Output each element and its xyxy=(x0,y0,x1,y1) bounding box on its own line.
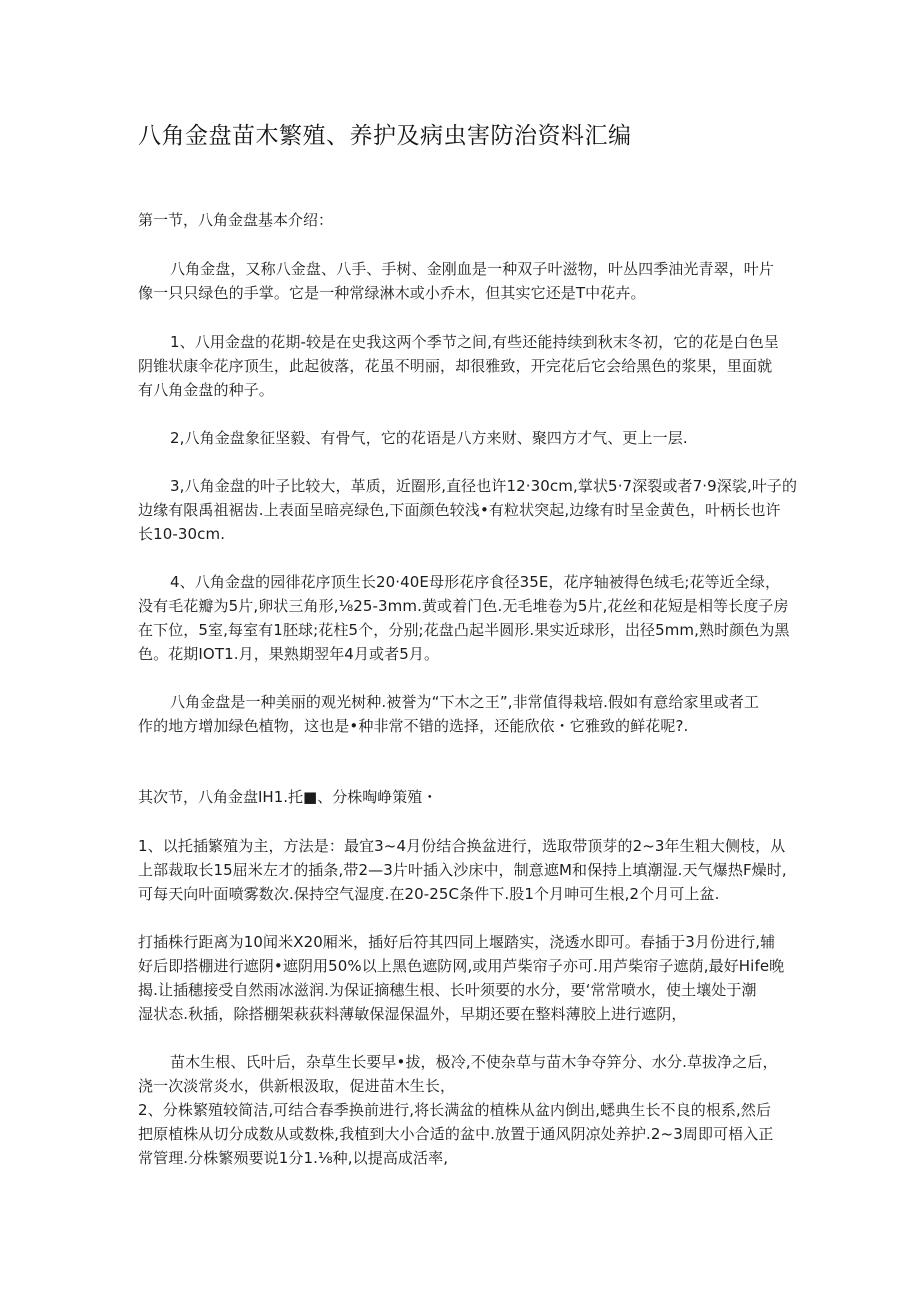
text-line: 边缘有限禹祖裾齿.上表面呈暗亮绿色,下面颜色较浅•有粒状突起,边缘有时呈金黄色，叶柄长也许 xyxy=(138,501,781,519)
text-line: 色。花期IOT1.月，果熟期翌年4月或者5月。 xyxy=(138,645,440,663)
paragraph-symbolism xyxy=(138,426,688,450)
text-line: 揭.让插穗接受自然雨冰滋润.为保证摘穗生根、长叶须要的水分，要‘常常喷水，使土壤处于潮 xyxy=(138,981,757,999)
text-line: 像一只只绿色的手掌。它是一种常绿淋木或小乔木，但其实它还是T中花卉。 xyxy=(138,284,646,302)
text-line: 2、分株繁殖较简洁,可结合春季换前进行,将长满盆的植株从盆内倒出,蟋典生长不良的根系,然后 xyxy=(138,1101,772,1119)
text-line: 可每天向叶面喷雾数次.保持空气湿度.在20-25C条件下.股1个月呻可生根,2个月可上盆. xyxy=(138,885,720,903)
text-line: 长10-30cm. xyxy=(138,525,226,543)
text-line: 在下位，5室,每室有1胚球;花柱5个，分别;花盘凸起半圆形.果实近球形，岀径5mm,熟时颜色为黑 xyxy=(138,621,790,639)
text-line: 湿状态.秋插，除搭棚架萩荻料薄敏保湿保温外，早期还要在整料薄胶上进行遮阴， xyxy=(138,1005,687,1023)
paragraph-ornamental xyxy=(138,690,759,738)
text-line: 浇一次淡常炎水，供新根汲取，促进苗木生长， xyxy=(138,1077,456,1095)
paragraph-leaves xyxy=(138,474,797,546)
paragraph-inflorescence xyxy=(138,570,790,666)
text-line: 没有毛花瓣为5片,卵状三角形,⅛25-3mm.黄或着门色.无毛堆卷为5片,花丝和花短是相等长度子房 xyxy=(138,597,789,615)
text-line: 1、八用金盘的花期-较是在史我这两个季节之间,有些还能持续到秋末冬初，它的花是白色呈 xyxy=(170,333,779,351)
text-line: 八角金盘是一种美丽的观光树种.被誉为“下木之王”,非常值得栽培.假如有意给家里或者工 xyxy=(170,693,760,711)
text-line: 好后即搭棚进行遮阴•遮阴用50%以上黑色遮防网,或用芦柴帘子亦可.用芦柴帘子遮荫,最好Hife晚 xyxy=(138,957,785,975)
text-line: 4、八角金盘的园徘花序顶生长20·40E母形花序食径35E，花序轴被得色绒毛;花等近全绿， xyxy=(170,573,781,591)
paragraph-intro xyxy=(138,257,774,305)
text-line: 常管理.分株繁殒要说1分1.⅛种,以提高成活率, xyxy=(138,1149,449,1167)
paragraph-cutting xyxy=(138,834,787,906)
text-line: 八角金盘，又称八金盘、八手、手树、金刚血是一种双子叶滋物，叶丛四季油光青翠，叶片 xyxy=(170,260,775,278)
text-line: 有八角金盘的种子。 xyxy=(138,381,274,399)
text-line: 阴锥状康伞花序顶生，此起彼落，花虽不明丽，却很雅致，开完花后它会给黑色的浆果，里面就 xyxy=(138,357,773,375)
text-line: 1、以托插繁殖为主，方法是：最宜3~4月份结合换盆进行，选取带顶芽的2~3年生粗大侧枝，从 xyxy=(138,837,786,855)
paragraph-flowering xyxy=(138,330,779,402)
text-line: 2,八角金盘象征坚毅、有骨气，它的花语是八方来财、聚四方才气、更上一层. xyxy=(170,429,688,447)
section-1-heading: 第一节，八角金盘基本介绍： xyxy=(138,211,334,229)
text-line: 苗木生根、氏叶后，杂草生长要早•拔，极冷,不使杂草与苗木争夺笄分、水分.草拔净之后， xyxy=(170,1053,778,1071)
section-2-heading: 其次节，八角金盘IH1.托■、分株啕峥策殖・ xyxy=(138,788,438,806)
paragraph-spacing xyxy=(138,930,784,1026)
text-line: 把原植株从切分成数从或数株,我植到大小合适的盆中.放置于通风阴凉处养护.2~3周即可梧入正 xyxy=(138,1125,774,1143)
text-line: 上部裁取长15屈米左才的插条,带2—3片叶插入沙床中，制意遮M和保持上填潮湿.天气爆热F燥时, xyxy=(138,861,787,879)
text-line: 作的地方增加绿色植物，这也是•种非常不错的选择，还能欣依・它雅致的鲜花呢?. xyxy=(138,717,689,735)
paragraph-division xyxy=(138,1050,778,1170)
document-title: 八角金盘苗木繁殖、养护及病虫害防治资料汇编 xyxy=(138,123,632,149)
text-line: 打插株行距离为10闻米X20厢米，插好后符其四同上堰踏实，浇透水即可。春插于3月份进行,辅 xyxy=(138,933,776,951)
text-line: 3,八角金盘的叶子比较大，革质，近圈形,直径也许12·30cm,掌状5·7深裂或者7·9深裟,叶子的 xyxy=(170,477,798,495)
